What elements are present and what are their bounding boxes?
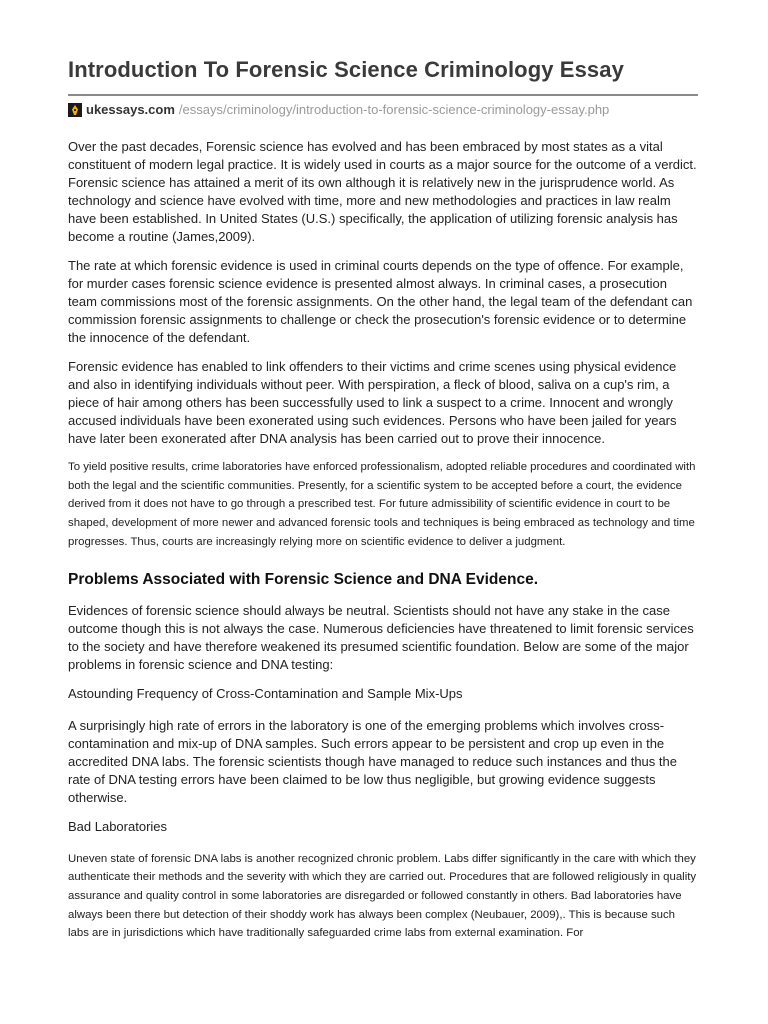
section-heading: Problems Associated with Forensic Science and DNA Evidence.	[68, 570, 539, 588]
document-title: Introduction To Forensic Science Criminology Essay	[68, 57, 624, 82]
paragraph-1: Over the past decades, Forensic science has evolved and has been embraced by most states as a vital constituent of modern legal practice. It is widely used in courts as a major source for the outcome of a verdict. Forensic science has attained a merit of its own although it is relatively new in the jurisprudence world. As technology and science have evolved with time, more and new methodologies and practices in law realm have been established. In United States (U.S.) specifically, the application of utilizing forensic analysis has become a routine (James,2009).	[68, 139, 697, 244]
pen-nib-icon	[68, 103, 82, 117]
paragraph-2: The rate at which forensic evidence is used in criminal courts depends on the type of offence. For example, for murder cases forensic science evidence is presented almost always. In criminal cases, a prosecution team commissions most of the forensic assignments. On the other hand, the legal team of the defendant can commission forensic assignments to challenge or check the prosecution's forensic evidence or to determine the innocence of the defendant.	[68, 258, 693, 345]
subsection-cross-contamination: A surprisingly high rate of errors in the laboratory is one of the emerging problems which involves cross-contamination and mix-up of DNA samples. Such errors appear to be persistent and crop up even in the accredited DNA labs. The forensic scientists though have managed to reduce such instances and thus the rate of DNA testing errors have been claimed to be low thus negligible, but growing evidence suggests otherwise.	[68, 717, 677, 805]
subheading-bad-laboratories: Bad Laboratories	[68, 818, 168, 834]
source-domain[interactable]: ukessays.com	[86, 102, 175, 117]
paragraph-4: To yield positive results, crime laboratories have enforced professionalism, adopted reliable procedures and coordinated with both the legal and the scientific communities. Presently, for a scientific system to be accepted before a court, the evidence derived from it does not have to go through a prescribed test. For future admissibility of scientific evidence in court to be shaped, development of more newer and advanced forensic tools and techniques is being embraced as technology and time progresses. Thus, courts are increasingly relying more on scientific evidence to deliver a judgment.	[68, 461, 696, 548]
section-intro: Evidences of forensic science should always be neutral. Scientists should not have any stake in the case outcome though this is not always the case. Numerous deficiencies have threatened to limit forensic services to the society and have therefore weakened its presumed scientific foundation. Below are some of the major problems in forensic science and DNA testing:	[68, 602, 694, 672]
title-divider	[68, 94, 698, 96]
source-line	[68, 101, 698, 119]
subsection-bad-laboratories: Uneven state of forensic DNA labs is another recognized chronic problem. Labs differ significantly in the care with which they authenticate their methods and the severity with which they are carried out. Procedures that are followed religiously in quality assurance and quality control in some laboratories are disregarded or followed constantly in others. Bad laboratories have always been there but detection of their shoddy work has always been complex (Neubauer, 2009),. This is because such labs are in jurisdictions which have traditionally safeguarded crime labs from external examination. For	[68, 852, 697, 940]
subheading-cross-contamination: Astounding Frequency of Cross-Contamination and Sample Mix-Ups	[68, 685, 463, 701]
document-page	[68, 56, 698, 943]
source-path[interactable]: /essays/criminology/introduction-to-forensic-science-criminology-essay.php	[178, 102, 610, 117]
paragraph-3: Forensic evidence has enabled to link offenders to their victims and crime scenes using physical evidence and also in identifying individuals without peer. With perspiration, a fleck of blood, saliva on a cup's rim, a piece of hair among others has been successfully used to link a suspect to a crime. Innocent and wrongly accused individuals have been exonerated using such evidences. Persons who have been jailed for years have later been exonerated after DNA analysis has been carried out to prove their innocence.	[68, 359, 677, 446]
